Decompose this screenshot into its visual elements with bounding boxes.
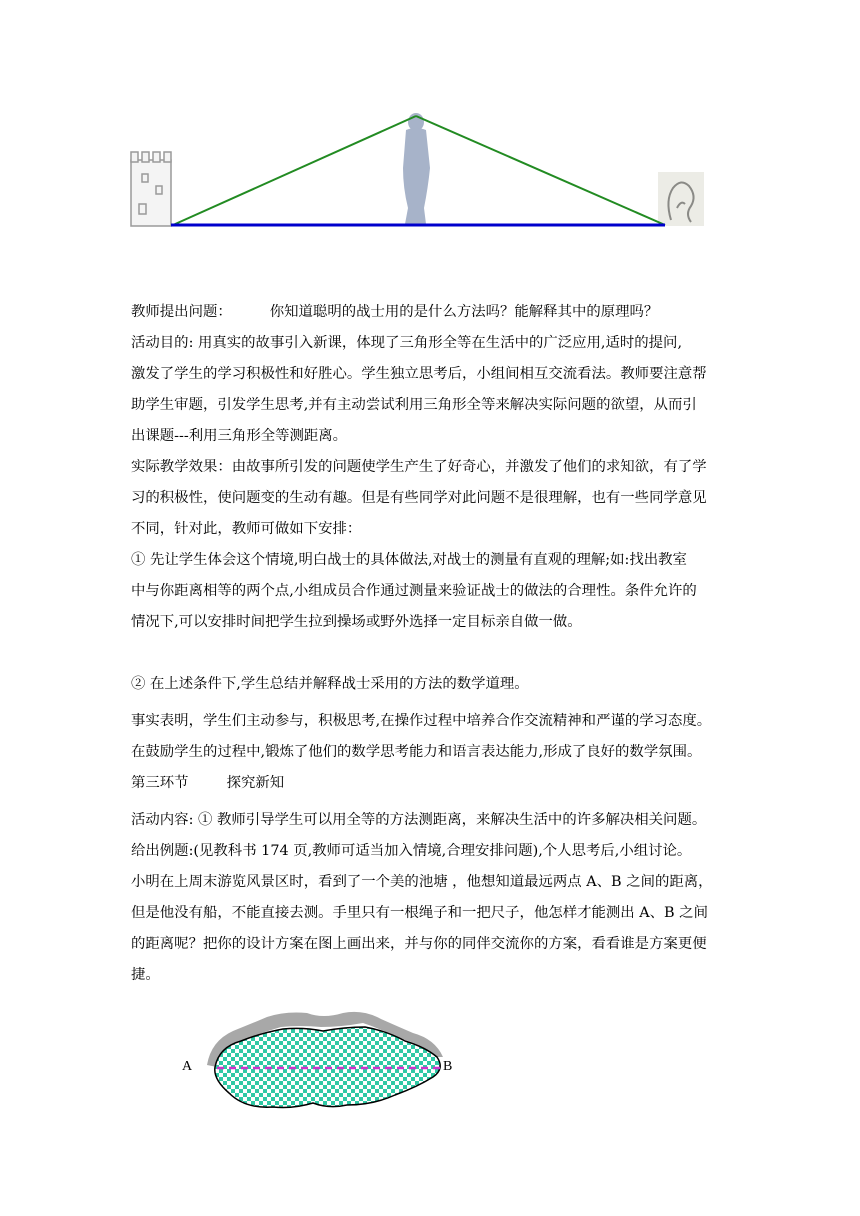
sight-line-right [416, 116, 665, 225]
pond-figure [195, 1005, 465, 1125]
point-b-label: B [443, 1059, 453, 1074]
section-title: 第三环节 探究新知 [131, 775, 285, 791]
sight-line-left [173, 116, 416, 225]
teaching-effect: 实际教学效果：由故事所引发的问题使学生产生了好奇心，并激发了他们的求知欲，有了学 习的积极性，使问题变的生动有趣。但是有些同学对此问题不是很理解，也有一些同学意见 不同，针对此，教师可做如下安排： [131, 459, 707, 537]
soldier-icon [403, 113, 430, 224]
teacher-question: 教师提出问题： 你知道聪明的战士用的是什么方法吗？能解释其中的原理吗？ [131, 304, 659, 320]
tower-icon [131, 152, 171, 226]
activity-content: 活动内容: ① 教师引导学生可以用全等的方法测距离，来解决生活中的许多解决相关问题。 给出例题:(见教科书 174 页,教师可适当加入情境,合理安排问题),个人思考后,小组讨论。 小明在上周末游览风景区时，看到了一个美的池塘 ，他想知道最远两点 A、B 之间的距离， 但是他没有船，不能直接去测。手里只有一根绳子和一把尺子，他怎样才能测出 A、B 之间 的距离呢？把你的设计方案在图上画出来，并与你的同伴交流你的方案，看看谁是方案更便 捷。 [131, 812, 713, 983]
facts: 事实表明，学生们主动参与，积极思考,在操作过程中培养合作交流精神和严谨的学习态度。 在鼓励学生的过程中,锻炼了他们的数学思考能力和语言表达能力,形成了良好的数学氛围。 [131, 713, 712, 760]
step-2: ② 在上述条件下,学生总结并解释战士采用的方法的数学道理。 [131, 676, 529, 692]
step-1: ① 先让学生体会这个情境,明白战士的具体做法,对战士的测量有直观的理解;如:找出教室 中与你距离相等的两个点,小组成员合作通过测量来验证战士的做法的合理性。条件允许的 情况下,可以安排时间把学生拉到操场或野外选择一定目标亲自做一做。 [131, 552, 697, 630]
activity-goal: 活动目的: 用真实的故事引入新课，体现了三角形全等在生活中的广泛应用,适时的提问, 激发了学生的学习积极性和好胜心。学生独立思考后，小组间相互交流看法。教师要注意帮 助学生审题，引发学生思考,并有主动尝试利用三角形全等来解决实际问题的欲望，从而引 出课题---利用三角形全等测距离。 [131, 335, 707, 444]
soldier-measure-figure [125, 108, 715, 238]
target-icon [658, 172, 704, 226]
point-a-label: A [182, 1059, 193, 1074]
